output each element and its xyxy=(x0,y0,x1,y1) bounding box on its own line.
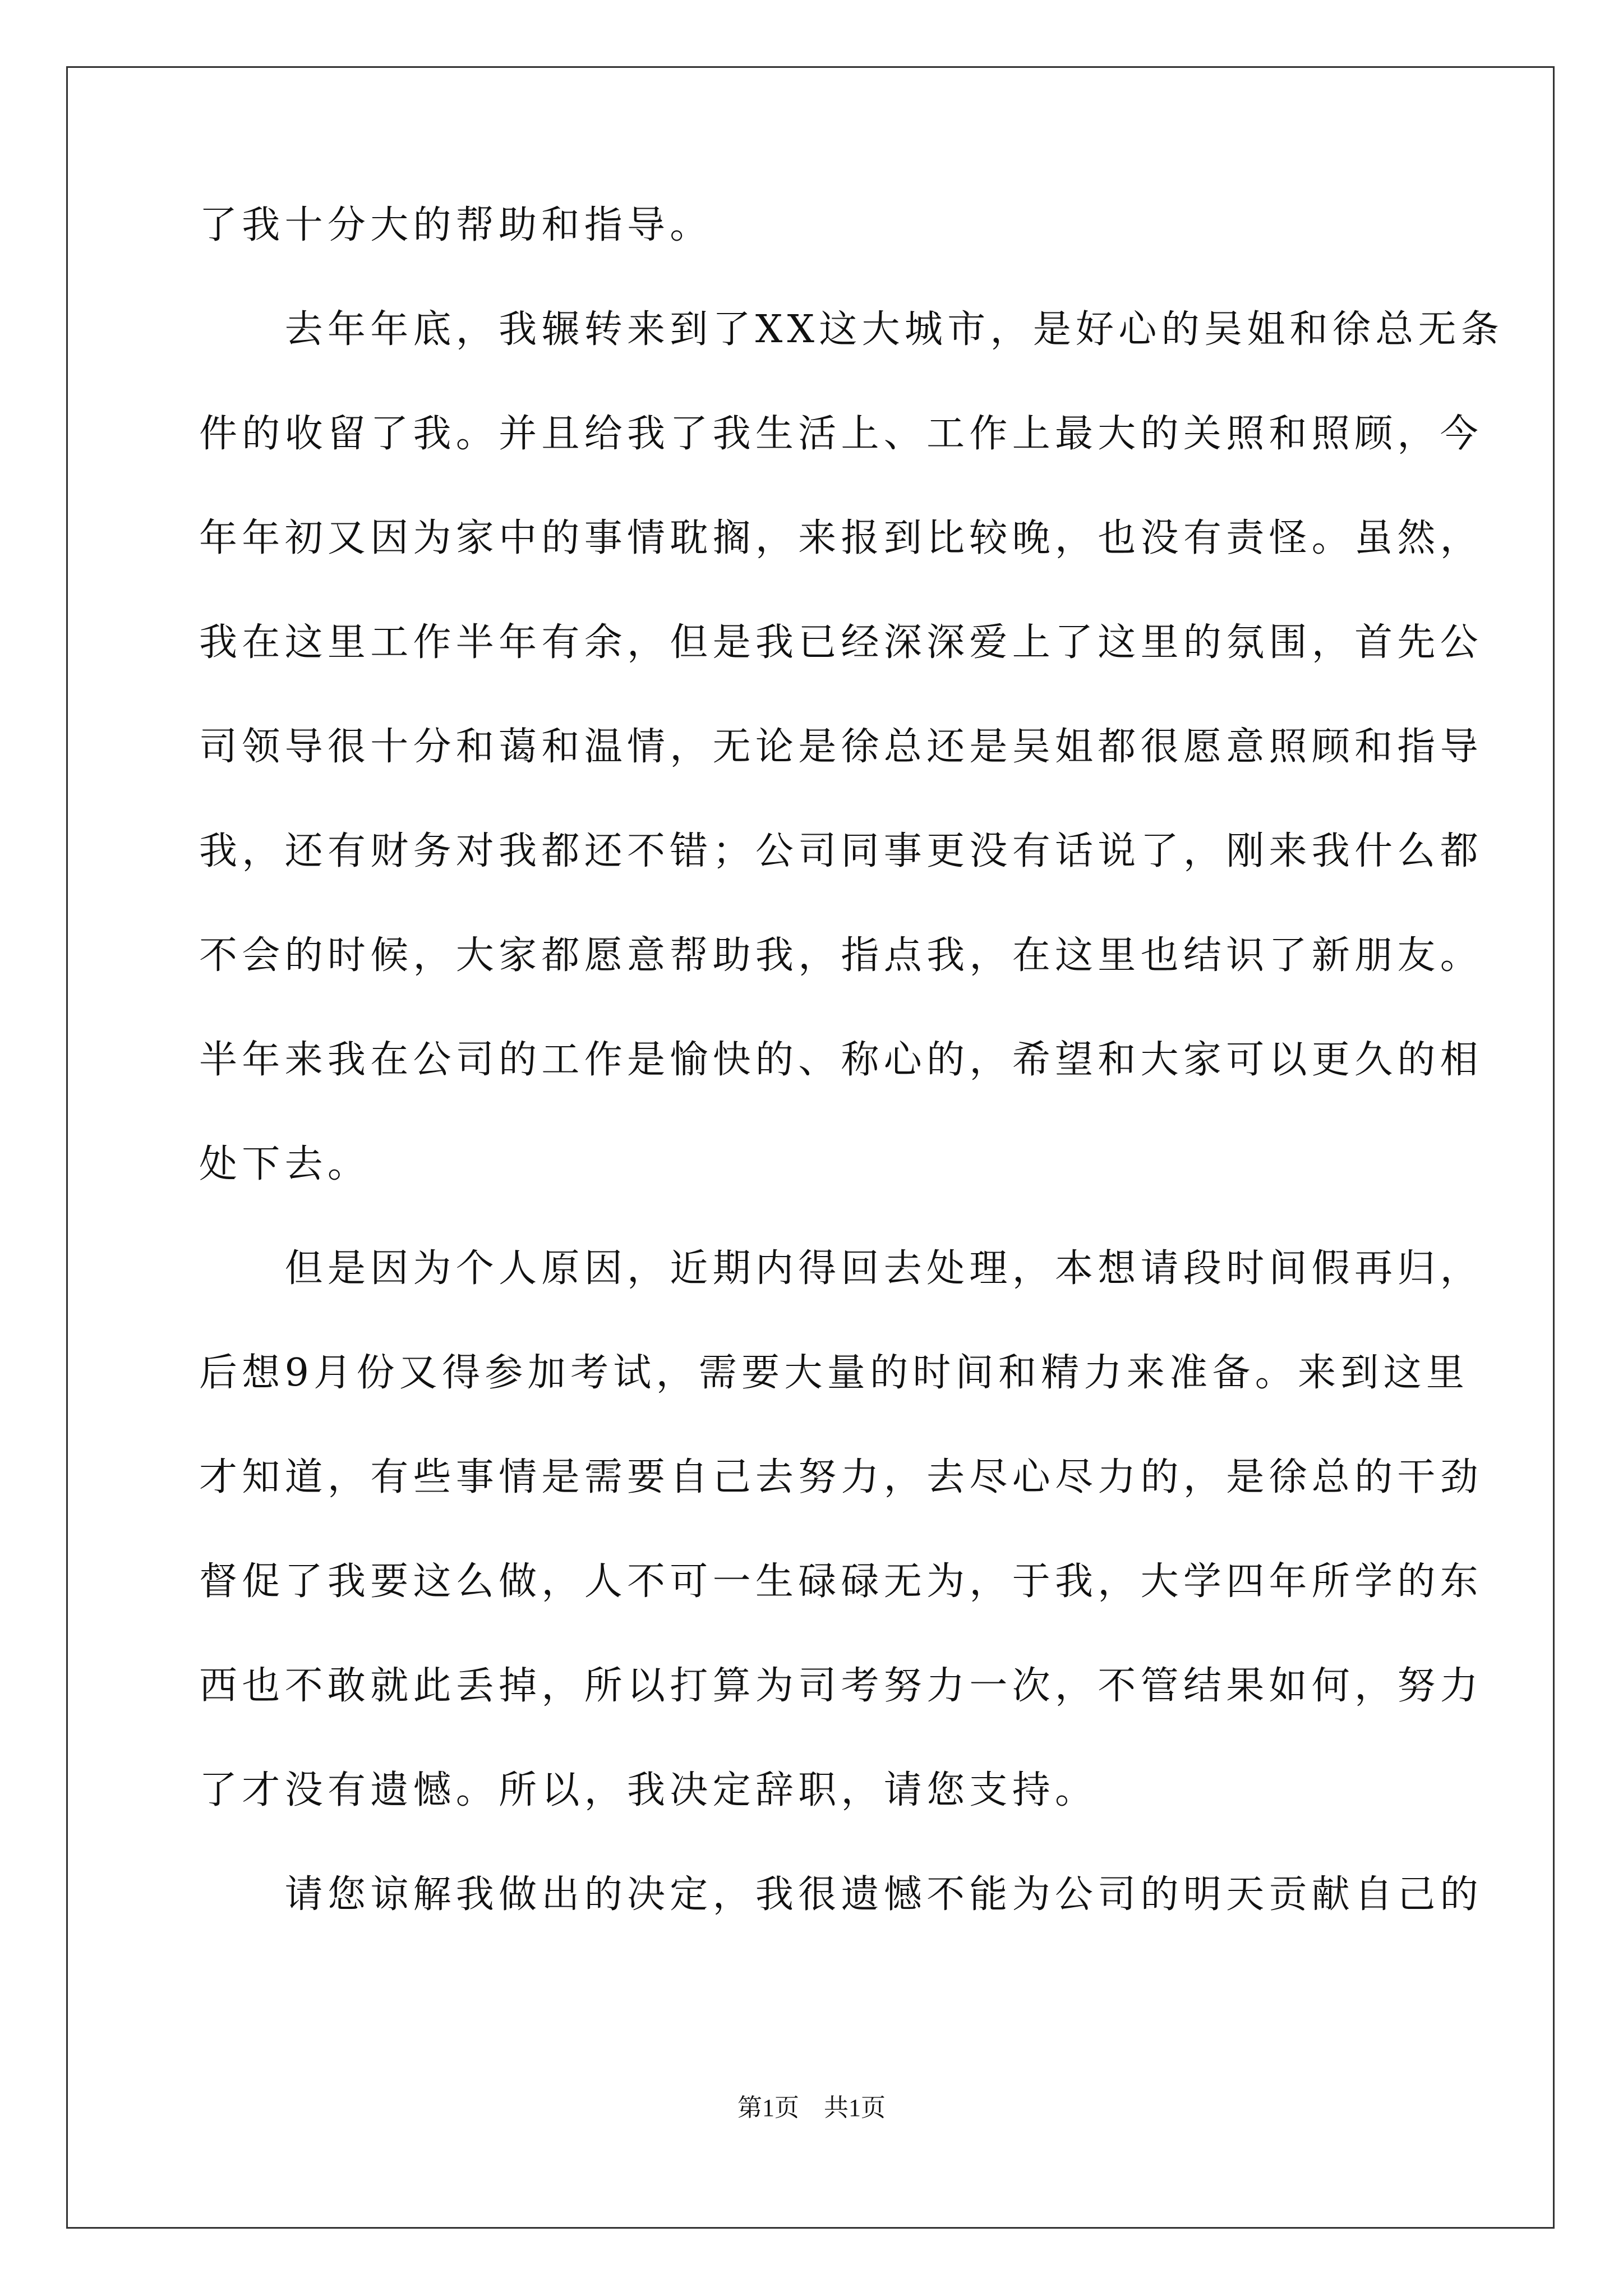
text-line: 后想9月份又得参加考试，需要大量的时间和精力来准备。来到这里 xyxy=(199,1351,1469,1395)
text-line: 不会的时候，大家都愿意帮助我，指点我，在这里也结识了新朋友。 xyxy=(199,933,1483,978)
text-line: 了我十分大的帮助和指导。 xyxy=(199,203,713,247)
text-line: 但是因为个人原因，近期内得回去处理，本想请段时间假再归， xyxy=(199,1246,1483,1291)
text-line: 了才没有遗憾。所以，我决定辞职，请您支持。 xyxy=(199,1768,1098,1812)
text-line: 督促了我要这么做，人不可一生碌碌无为，于我，大学四年所学的东 xyxy=(199,1559,1483,1604)
text-line: 去年年底，我辗转来到了XX这大城市，是好心的吴姐和徐总无条 xyxy=(199,307,1504,352)
page-number: 第1页 xyxy=(737,2094,799,2122)
text-line: 半年来我在公司的工作是愉快的、称心的，希望和大家可以更久的相 xyxy=(199,1038,1483,1082)
text-line: 才知道，有些事情是需要自己去努力，去尽心尽力的，是徐总的干劲 xyxy=(199,1455,1483,1499)
page-footer xyxy=(0,2091,1623,2125)
footer-spacer xyxy=(799,2094,824,2122)
text-line: 我，还有财务对我都还不错；公司同事更没有话说了，刚来我什么都 xyxy=(199,829,1483,873)
text-line: 我在这里工作半年有余，但是我已经深深爱上了这里的氛围，首先公 xyxy=(199,620,1483,665)
text-line: 年年初又因为家中的事情耽搁，来报到比较晚，也没有责怪。虽然， xyxy=(199,516,1483,560)
text-line: 件的收留了我。并且给我了我生活上、工作上最大的关照和照顾，今 xyxy=(199,412,1483,456)
text-line: 司领导很十分和蔼和温情，无论是徐总还是吴姐都很愿意照顾和指导 xyxy=(199,725,1483,769)
text-line: 处下去。 xyxy=(199,1142,371,1186)
text-line: 请您谅解我做出的决定，我很遗憾不能为公司的明天贡献自己的 xyxy=(199,1872,1483,1917)
page-total: 共1页 xyxy=(824,2094,886,2122)
text-line: 西也不敢就此丢掉，所以打算为司考努力一次，不管结果如何，努力 xyxy=(199,1664,1483,1708)
